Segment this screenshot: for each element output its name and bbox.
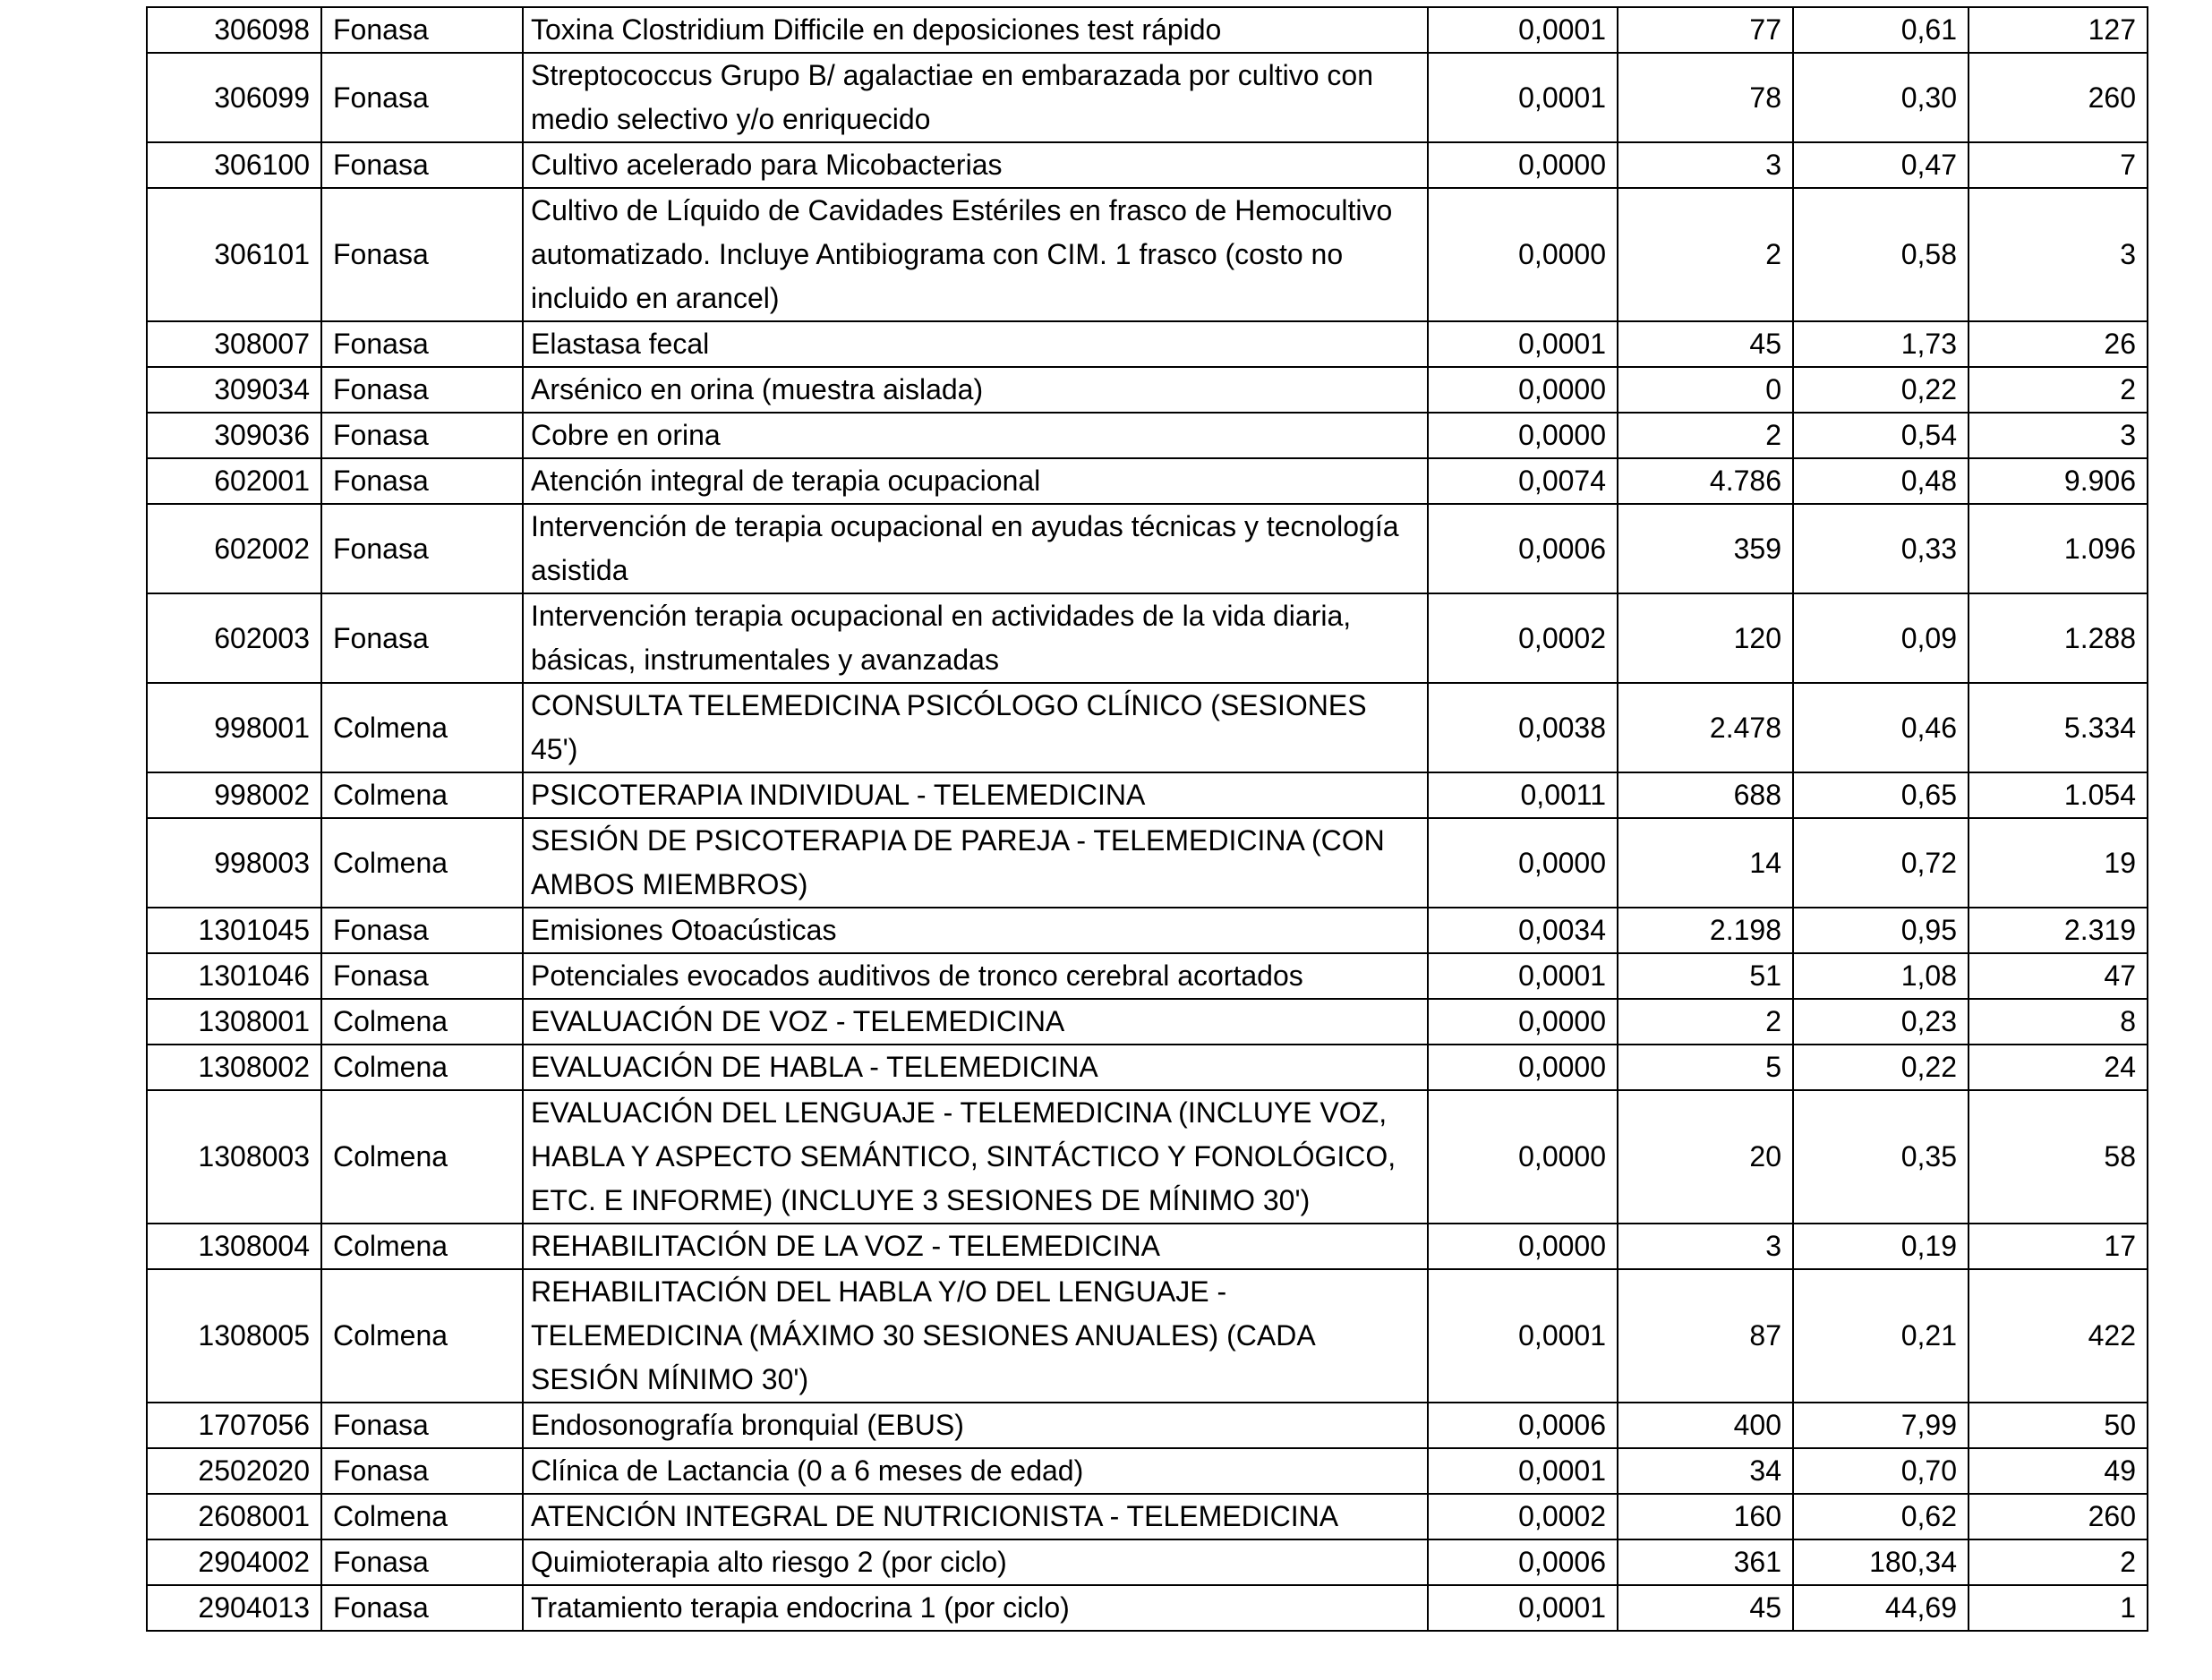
cell-frequency: 0,0001 — [1428, 53, 1618, 142]
cell-value: 47 — [1969, 953, 2148, 999]
table-row — [147, 593, 2148, 683]
cell-source: Fonasa — [321, 142, 523, 188]
cell-quantity: 45 — [1618, 321, 1793, 367]
cell-description: Atención integral de terapia ocupacional — [523, 458, 1428, 504]
cell-cost: 0,23 — [1793, 999, 1969, 1045]
table-row — [147, 321, 2148, 367]
cell-frequency: 0,0001 — [1428, 7, 1618, 53]
cell-code: 1308004 — [147, 1224, 321, 1269]
cell-quantity: 4.786 — [1618, 458, 1793, 504]
cell-description: Intervención terapia ocupacional en actividades de la vida diaria, básicas, instrumentales y avanzadas — [523, 593, 1428, 683]
table-row — [147, 908, 2148, 953]
cell-source: Colmena — [321, 999, 523, 1045]
cell-code: 306101 — [147, 188, 321, 321]
cell-frequency: 0,0000 — [1428, 1224, 1618, 1269]
cell-description: Streptococcus Grupo B/ agalactiae en embarazada por cultivo con medio selectivo y/o enriquecido — [523, 53, 1428, 142]
cell-description: Arsénico en orina (muestra aislada) — [523, 367, 1428, 413]
cell-source: Fonasa — [321, 367, 523, 413]
cell-frequency: 0,0000 — [1428, 413, 1618, 458]
cell-source: Fonasa — [321, 1539, 523, 1585]
cell-frequency: 0,0000 — [1428, 1090, 1618, 1224]
cell-frequency: 0,0000 — [1428, 142, 1618, 188]
cell-frequency: 0,0000 — [1428, 1045, 1618, 1090]
cell-value: 5.334 — [1969, 683, 2148, 772]
cell-frequency: 0,0001 — [1428, 1448, 1618, 1494]
cell-value: 2 — [1969, 1539, 2148, 1585]
cell-quantity: 2 — [1618, 188, 1793, 321]
cell-frequency: 0,0006 — [1428, 504, 1618, 593]
cell-frequency: 0,0074 — [1428, 458, 1618, 504]
table-row — [147, 142, 2148, 188]
cell-value: 127 — [1969, 7, 2148, 53]
cell-source: Fonasa — [321, 1403, 523, 1448]
cell-frequency: 0,0000 — [1428, 188, 1618, 321]
cell-cost: 0,65 — [1793, 772, 1969, 818]
cell-value: 26 — [1969, 321, 2148, 367]
data-table — [146, 6, 2148, 1632]
cell-cost: 180,34 — [1793, 1539, 1969, 1585]
cell-value: 3 — [1969, 413, 2148, 458]
cell-description: SESIÓN DE PSICOTERAPIA DE PAREJA - TELEMEDICINA (CON AMBOS MIEMBROS) — [523, 818, 1428, 908]
cell-quantity: 400 — [1618, 1403, 1793, 1448]
cell-source: Colmena — [321, 1269, 523, 1403]
cell-cost: 0,33 — [1793, 504, 1969, 593]
cell-frequency: 0,0001 — [1428, 321, 1618, 367]
cell-quantity: 45 — [1618, 1585, 1793, 1631]
table-row — [147, 458, 2148, 504]
cell-description: Tratamiento terapia endocrina 1 (por ciclo) — [523, 1585, 1428, 1631]
cell-source: Colmena — [321, 818, 523, 908]
cell-cost: 0,30 — [1793, 53, 1969, 142]
cell-value: 24 — [1969, 1045, 2148, 1090]
cell-code: 306099 — [147, 53, 321, 142]
cell-source: Colmena — [321, 683, 523, 772]
cell-source: Fonasa — [321, 188, 523, 321]
cell-code: 308007 — [147, 321, 321, 367]
cell-code: 998002 — [147, 772, 321, 818]
cell-cost: 0,46 — [1793, 683, 1969, 772]
cell-quantity: 2 — [1618, 413, 1793, 458]
table-row — [147, 1494, 2148, 1539]
cell-cost: 44,69 — [1793, 1585, 1969, 1631]
cell-code: 2904002 — [147, 1539, 321, 1585]
cell-source: Colmena — [321, 772, 523, 818]
cell-value: 49 — [1969, 1448, 2148, 1494]
cell-code: 309036 — [147, 413, 321, 458]
cell-quantity: 2 — [1618, 999, 1793, 1045]
table-row — [147, 7, 2148, 53]
cell-frequency: 0,0006 — [1428, 1403, 1618, 1448]
cell-description: REHABILITACIÓN DE LA VOZ - TELEMEDICINA — [523, 1224, 1428, 1269]
cell-description: Toxina Clostridium Difficile en deposiciones test rápido — [523, 7, 1428, 53]
cell-description: Cultivo acelerado para Micobacterias — [523, 142, 1428, 188]
cell-value: 7 — [1969, 142, 2148, 188]
cell-frequency: 0,0006 — [1428, 1539, 1618, 1585]
cell-description: Quimioterapia alto riesgo 2 (por ciclo) — [523, 1539, 1428, 1585]
cell-value: 19 — [1969, 818, 2148, 908]
cell-code: 998003 — [147, 818, 321, 908]
cell-frequency: 0,0001 — [1428, 953, 1618, 999]
cell-description: Cobre en orina — [523, 413, 1428, 458]
cell-quantity: 51 — [1618, 953, 1793, 999]
cell-cost: 1,73 — [1793, 321, 1969, 367]
cell-code: 602001 — [147, 458, 321, 504]
cell-value: 1.096 — [1969, 504, 2148, 593]
cell-cost: 0,47 — [1793, 142, 1969, 188]
cell-frequency: 0,0000 — [1428, 818, 1618, 908]
cell-source: Fonasa — [321, 593, 523, 683]
cell-source: Fonasa — [321, 1585, 523, 1631]
cell-description: Emisiones Otoacústicas — [523, 908, 1428, 953]
cell-code: 306098 — [147, 7, 321, 53]
cell-quantity: 160 — [1618, 1494, 1793, 1539]
cell-cost: 1,08 — [1793, 953, 1969, 999]
cell-frequency: 0,0002 — [1428, 593, 1618, 683]
table-row — [147, 1269, 2148, 1403]
table-row — [147, 1448, 2148, 1494]
table-row — [147, 683, 2148, 772]
cell-value: 9.906 — [1969, 458, 2148, 504]
cell-value: 1.054 — [1969, 772, 2148, 818]
cell-code: 309034 — [147, 367, 321, 413]
cell-description: EVALUACIÓN DE VOZ - TELEMEDICINA — [523, 999, 1428, 1045]
cell-cost: 0,19 — [1793, 1224, 1969, 1269]
cell-cost: 0,09 — [1793, 593, 1969, 683]
cell-value: 260 — [1969, 53, 2148, 142]
table-row — [147, 367, 2148, 413]
table-row — [147, 1090, 2148, 1224]
cell-source: Colmena — [321, 1224, 523, 1269]
cell-code: 306100 — [147, 142, 321, 188]
cell-description: Endosonografía bronquial (EBUS) — [523, 1403, 1428, 1448]
cell-code: 2904013 — [147, 1585, 321, 1631]
cell-value: 1.288 — [1969, 593, 2148, 683]
cell-quantity: 5 — [1618, 1045, 1793, 1090]
cell-frequency: 0,0000 — [1428, 367, 1618, 413]
table-row — [147, 413, 2148, 458]
cell-source: Colmena — [321, 1494, 523, 1539]
table-row — [147, 188, 2148, 321]
table-row — [147, 1224, 2148, 1269]
table-row — [147, 1045, 2148, 1090]
cell-source: Fonasa — [321, 458, 523, 504]
cell-value: 1 — [1969, 1585, 2148, 1631]
cell-value: 2.319 — [1969, 908, 2148, 953]
cell-cost: 0,21 — [1793, 1269, 1969, 1403]
cell-code: 602002 — [147, 504, 321, 593]
cell-source: Fonasa — [321, 504, 523, 593]
cell-cost: 0,72 — [1793, 818, 1969, 908]
cell-code: 1301046 — [147, 953, 321, 999]
cell-cost: 0,22 — [1793, 367, 1969, 413]
cell-cost: 0,22 — [1793, 1045, 1969, 1090]
cell-code: 1308002 — [147, 1045, 321, 1090]
cell-source: Colmena — [321, 1090, 523, 1224]
cell-quantity: 2.478 — [1618, 683, 1793, 772]
cell-quantity: 688 — [1618, 772, 1793, 818]
table-row — [147, 999, 2148, 1045]
cell-source: Fonasa — [321, 1448, 523, 1494]
cell-frequency: 0,0011 — [1428, 772, 1618, 818]
table-row — [147, 53, 2148, 142]
cell-code: 602003 — [147, 593, 321, 683]
cell-source: Fonasa — [321, 321, 523, 367]
cell-source: Fonasa — [321, 53, 523, 142]
cell-quantity: 77 — [1618, 7, 1793, 53]
cell-frequency: 0,0038 — [1428, 683, 1618, 772]
cell-description: Clínica de Lactancia (0 a 6 meses de edad) — [523, 1448, 1428, 1494]
cell-quantity: 14 — [1618, 818, 1793, 908]
cell-value: 17 — [1969, 1224, 2148, 1269]
cell-value: 8 — [1969, 999, 2148, 1045]
cell-cost: 0,48 — [1793, 458, 1969, 504]
cell-description: Intervención de terapia ocupacional en ayudas técnicas y tecnología asistida — [523, 504, 1428, 593]
cell-description: Elastasa fecal — [523, 321, 1428, 367]
cell-description: ATENCIÓN INTEGRAL DE NUTRICIONISTA - TELEMEDICINA — [523, 1494, 1428, 1539]
table-body — [147, 7, 2148, 1631]
cell-description: CONSULTA TELEMEDICINA PSICÓLOGO CLÍNICO (SESIONES 45') — [523, 683, 1428, 772]
cell-code: 998001 — [147, 683, 321, 772]
cell-cost: 0,35 — [1793, 1090, 1969, 1224]
table-row — [147, 772, 2148, 818]
cell-value: 3 — [1969, 188, 2148, 321]
cell-code: 2502020 — [147, 1448, 321, 1494]
cell-cost: 0,58 — [1793, 188, 1969, 321]
cell-source: Fonasa — [321, 953, 523, 999]
cell-code: 2608001 — [147, 1494, 321, 1539]
table-row — [147, 1403, 2148, 1448]
cell-quantity: 120 — [1618, 593, 1793, 683]
cell-quantity: 20 — [1618, 1090, 1793, 1224]
cell-cost: 0,54 — [1793, 413, 1969, 458]
cell-cost: 0,62 — [1793, 1494, 1969, 1539]
cell-source: Fonasa — [321, 908, 523, 953]
cell-code: 1308005 — [147, 1269, 321, 1403]
cell-frequency: 0,0001 — [1428, 1269, 1618, 1403]
cell-frequency: 0,0002 — [1428, 1494, 1618, 1539]
cell-description: Potenciales evocados auditivos de tronco cerebral acortados — [523, 953, 1428, 999]
cell-source: Colmena — [321, 1045, 523, 1090]
cell-frequency: 0,0001 — [1428, 1585, 1618, 1631]
cell-cost: 0,95 — [1793, 908, 1969, 953]
cell-quantity: 2.198 — [1618, 908, 1793, 953]
cell-quantity: 3 — [1618, 1224, 1793, 1269]
cell-value: 50 — [1969, 1403, 2148, 1448]
table-row — [147, 818, 2148, 908]
cell-frequency: 0,0000 — [1428, 999, 1618, 1045]
cell-frequency: 0,0034 — [1428, 908, 1618, 953]
cell-source: Fonasa — [321, 413, 523, 458]
cell-value: 2 — [1969, 367, 2148, 413]
cell-quantity: 87 — [1618, 1269, 1793, 1403]
cell-cost: 0,70 — [1793, 1448, 1969, 1494]
cell-source: Fonasa — [321, 7, 523, 53]
cell-description: Cultivo de Líquido de Cavidades Estériles en frasco de Hemocultivo automatizado. Incluye Antibiograma con CIM. 1 frasco (costo no incluido en arancel) — [523, 188, 1428, 321]
cell-description: EVALUACIÓN DE HABLA - TELEMEDICINA — [523, 1045, 1428, 1090]
cell-quantity: 0 — [1618, 367, 1793, 413]
cell-description: PSICOTERAPIA INDIVIDUAL - TELEMEDICINA — [523, 772, 1428, 818]
cell-code: 1308001 — [147, 999, 321, 1045]
table-row — [147, 1585, 2148, 1631]
table-row — [147, 1539, 2148, 1585]
cell-code: 1308003 — [147, 1090, 321, 1224]
cell-cost: 7,99 — [1793, 1403, 1969, 1448]
cell-value: 58 — [1969, 1090, 2148, 1224]
table-row — [147, 504, 2148, 593]
cell-code: 1707056 — [147, 1403, 321, 1448]
cell-value: 422 — [1969, 1269, 2148, 1403]
cell-value: 260 — [1969, 1494, 2148, 1539]
cell-quantity: 361 — [1618, 1539, 1793, 1585]
cell-quantity: 359 — [1618, 504, 1793, 593]
cell-description: EVALUACIÓN DEL LENGUAJE - TELEMEDICINA (INCLUYE VOZ, HABLA Y ASPECTO SEMÁNTICO, SINTÁCTICO Y FONOLÓGICO, ETC. E INFORME) (INCLUYE 3 SESIONES DE MÍNIMO 30') — [523, 1090, 1428, 1224]
cell-quantity: 34 — [1618, 1448, 1793, 1494]
cell-description: REHABILITACIÓN DEL HABLA Y/O DEL LENGUAJE - TELEMEDICINA (MÁXIMO 30 SESIONES ANUALES) (CADA SESIÓN MÍNIMO 30') — [523, 1269, 1428, 1403]
table-row — [147, 953, 2148, 999]
cell-quantity: 3 — [1618, 142, 1793, 188]
cell-cost: 0,61 — [1793, 7, 1969, 53]
cell-quantity: 78 — [1618, 53, 1793, 142]
cell-code: 1301045 — [147, 908, 321, 953]
